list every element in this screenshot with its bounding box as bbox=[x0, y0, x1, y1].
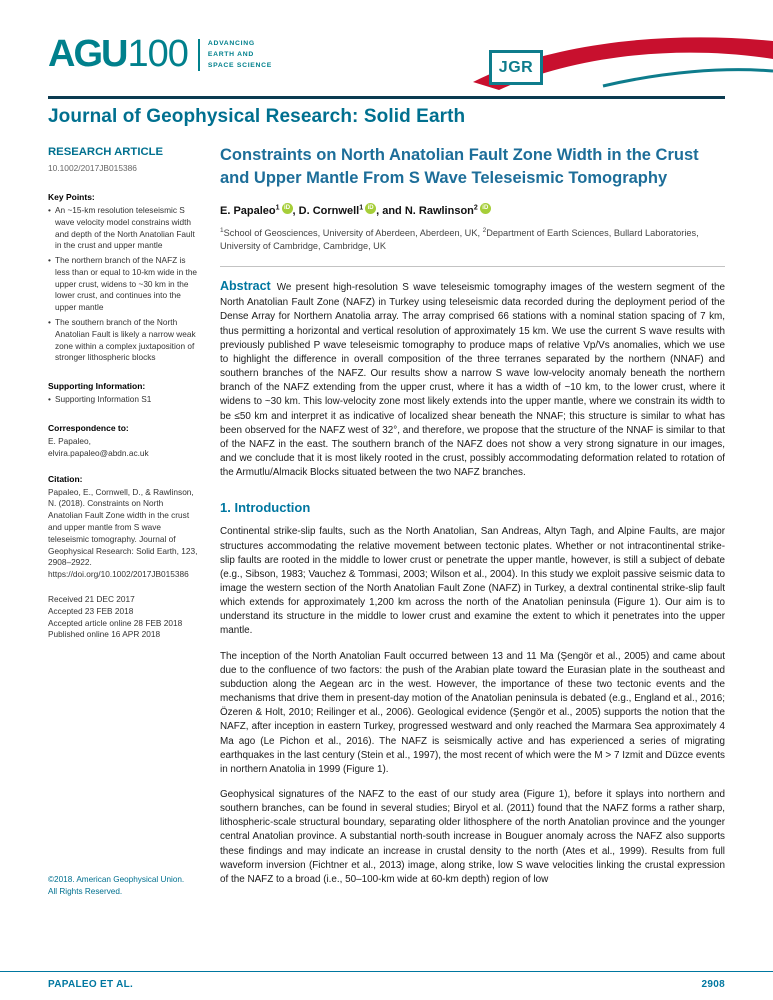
author-name: E. Papaleo bbox=[220, 204, 276, 217]
author-affiliation-sup: 1 bbox=[275, 204, 280, 212]
key-points-section bbox=[48, 191, 198, 367]
journal-title: Journal of Geophysical Research: Solid Earth bbox=[48, 106, 466, 127]
key-points-heading: Key Points: bbox=[48, 191, 95, 202]
date-accepted: Accepted 23 FEB 2018 bbox=[48, 605, 134, 616]
article-dates bbox=[48, 594, 198, 641]
page-footer bbox=[0, 971, 773, 990]
citation-section bbox=[48, 473, 198, 581]
citation-doi-link[interactable]: https://doi.org/10.1002/2017JB015386 bbox=[48, 569, 189, 580]
author-name: N. Rawlinson bbox=[404, 204, 474, 217]
jgr-badge-label: JGR bbox=[498, 58, 534, 76]
citation-text: Papaleo, E., Cornwell, D., & Rawlinson, N. (2018). Constraints on North Anatolian Fault Zone width in the crust and upper mantle from S wave teleseismic tomography. Journal of Geophysical Research: Solid Earth, 123, 2908–2922. bbox=[48, 486, 198, 568]
affiliation-sup: 2 bbox=[482, 226, 487, 234]
abstract bbox=[220, 278, 725, 480]
author-separator: , and bbox=[376, 204, 405, 217]
supporting-information-link[interactable]: • Supporting Information S1 bbox=[48, 394, 198, 406]
author-affiliation-sup: 1 bbox=[359, 204, 364, 212]
tagline-line: SPACE SCIENCE bbox=[207, 61, 272, 69]
content-area bbox=[0, 128, 773, 944]
abstract-label: Abstract bbox=[220, 279, 271, 294]
article-info-sidebar bbox=[48, 144, 198, 898]
orcid-icon[interactable]: iD bbox=[480, 203, 491, 214]
jgr-badge-box bbox=[489, 50, 543, 85]
section-heading-introduction: 1. Introduction bbox=[220, 500, 311, 516]
abstract-divider bbox=[220, 266, 725, 267]
date-published: Published online 16 APR 2018 bbox=[48, 629, 161, 640]
date-accepted-online: Accepted article online 28 FEB 2018 bbox=[48, 617, 183, 628]
copyright-line: All Rights Reserved. bbox=[48, 887, 123, 897]
correspondence-name: E. Papaleo, bbox=[48, 436, 91, 447]
page-header bbox=[0, 0, 773, 128]
intro-paragraph: The inception of the North Anatolian Fault occurred between 13 and 11 Ma (Şengör et al., 2005) and came about due to the confluence of two factors: the push of the Arabian plate toward the Eurasian plate in the southeast and subduction along the Aegean arc in the west. However, the importance of these two tectonic events and the mechanisms that drive them in present-day motion of the Anatolian peninsula is debated (e.g., England et al., 2016; Özeren & Holt, 2010; Reilinger et al., 2006). Geological evidence (Şengör et al., 2005) supports the notion that the NAFZ, after inception in eastern Turkey, progressed westward and only reached the Marmara Sea approximately 4 Ma ago (Le Pichon et al., 2016). The NAFZ is seismically active and has experienced a series of migrating earthquakes in the last century (Stein et al., 1997), the most recent of which were the M > 7 Izmit and Düzce events in northern Anatolia in 1999 (Figure 1). bbox=[220, 650, 725, 775]
intro-paragraph: Geophysical signatures of the NAFZ to the east of our study area (Figure 1), before it splays into northern and southern branches, can be found in several studies; Biryol et al. (2011) found that the NAFZ forms a rather sharp, lithospheric-scale structural boundary, separating older lithosphere of the north Anatolian province and the younger central Anatolian province. A substantial north-south increase in Bouguer anomaly across the NAFZ also supports these findings and may indicate an increase in crustal density to the north (Ates et al., 1999). Results from full waveform inversion (Fichtner et al., 2013) image, along strike, low S wave velocities linking the crustal expression of the NAFZ to a broad (i.e., 50–100-km wide at 60-km depth) region of low bbox=[220, 789, 725, 885]
affiliation-sup: 1 bbox=[220, 226, 224, 234]
copyright-line: ©2018. American Geophysical Union. bbox=[48, 875, 185, 885]
article-type-label: RESEARCH ARTICLE bbox=[48, 146, 164, 158]
key-point-item: • An ~15-km resolution teleseismic S wave velocity model constrains width and depth of the North Anatolian Fault in the crust and upper mantle bbox=[48, 205, 198, 252]
abstract-text: We present high-resolution S wave teleseismic tomography images of the western segment of the North Anatolian Fault Zone (NAFZ) in Turkey using teleseismic data recorded during the deployment period of the Dense Array for Northern Anatolia array. The array comprised 66 stations with a nominal station spacing of 7 km, thus permitting a horizontal and vertical resolution of approximately 15 km. We use the current S wave results with previously published P wave teleseismic tomography to produce maps of relative Vp/Vs anomalies, which we use to highlight the difference in overall composition of the three terranes separated by the northern (NNAF) and southern branches of the NAFZ. Our results show a narrow S wave low-velocity anomaly beneath the northern branch of the NAFZ extending from the upper crust, where it has a width of ~10 km, to the lower crust, where it widens to ~30 km. This low-velocity zone most likely extends into the upper mantle, where we constrain its width to be ≤50 km and interpret it as indicative of localized shear beneath the NNAF; this structure is similar to what has been observed for the NAFZ west of 32°, and therefore, we propose that the structure of the NNAF is similar to that of the NAFZ in the east. The southern branch of the NAFZ does not show a very strong signature in our images, and we conclude that it is most likely rooted in the crust, possibly accommodating deformation related to rotation of the Armutlu/Almacik Blocks situated between the two NAFZ branches. bbox=[220, 282, 725, 479]
agu-wordmark: AGU bbox=[48, 33, 127, 75]
author-line bbox=[220, 203, 725, 217]
key-point-item: • The northern branch of the NAFZ is less than or equal to 10-km wide in the upper crust, widens to ~30 km in the lower crust, and continues into the upper mantle bbox=[48, 255, 198, 314]
affiliations bbox=[220, 226, 725, 254]
key-point-item: • The southern branch of the North Anatolian Fault is likely a narrow weak zone within a complex juxtaposition of stronger lithospheric blocks bbox=[48, 317, 198, 364]
tagline-line: EARTH AND bbox=[207, 50, 254, 58]
agu-tagline bbox=[208, 39, 272, 72]
agu-logo bbox=[48, 33, 272, 75]
correspondence-section bbox=[48, 422, 198, 460]
correspondence-email-link[interactable]: elvira.papaleo@abdn.ac.uk bbox=[48, 447, 149, 458]
affiliation-text: School of Geosciences, University of Aberdeen, Aberdeen, UK, bbox=[223, 227, 483, 238]
orcid-icon[interactable]: iD bbox=[365, 203, 376, 214]
affiliation-text: Department of Earth Sciences, Bullard Laboratories, University of Cambridge, Cambridge, UK bbox=[220, 227, 699, 252]
author-separator: , bbox=[292, 204, 299, 217]
author-affiliation-sup: 2 bbox=[473, 204, 478, 212]
logo-divider bbox=[198, 39, 200, 71]
page-number: 2908 bbox=[701, 979, 725, 990]
orcid-icon[interactable]: iD bbox=[282, 203, 293, 214]
article-main-column bbox=[220, 144, 725, 898]
article-doi: 10.1002/2017JB015386 bbox=[48, 163, 137, 174]
tagline-line: ADVANCING bbox=[207, 40, 255, 47]
date-received: Received 21 DEC 2017 bbox=[48, 593, 135, 604]
supporting-information-heading: Supporting Information: bbox=[48, 381, 146, 392]
correspondence-heading: Correspondence to: bbox=[48, 423, 129, 434]
author-name: D. Cornwell bbox=[298, 204, 360, 217]
citation-heading: Citation: bbox=[48, 473, 83, 484]
supporting-information-section bbox=[48, 380, 198, 409]
copyright-notice bbox=[48, 844, 198, 898]
jgr-badge bbox=[473, 28, 773, 92]
intro-paragraph: Continental strike-slip faults, such as the North Anatolian, San Andreas, Altyn Tagh, and Alpine Faults, are major structures accommodating the relative movement between tectonic plates. Whether or not intracontinental strike-slip faults are rooted in the middle to lower crust or penetrate the upper mantle, however, is still a subject of debate (e.g., Sibson, 1983; Vauchez & Tommasi, 2003; Wilson et al., 2004). In this study we exploit passive seismic data to image the western section of the North Anatolian Fault Zone (NAFZ) in Turkey, a dextral continental strike-slip fault which extends for approximately 1,200 km across the north of the Anatolian peninsula (Figure 1). Our aim is to understand its structure in the middle to lower crust and examine the extent to which it penetrates into the upper mantle. bbox=[220, 526, 725, 637]
article-title: Constraints on North Anatolian Fault Zone Width in the Crust and Upper Mantle From S Wave Teleseismic Tomography bbox=[220, 146, 699, 187]
agu-100: 100 bbox=[127, 33, 188, 75]
running-head: PAPALEO ET AL. bbox=[48, 979, 134, 990]
